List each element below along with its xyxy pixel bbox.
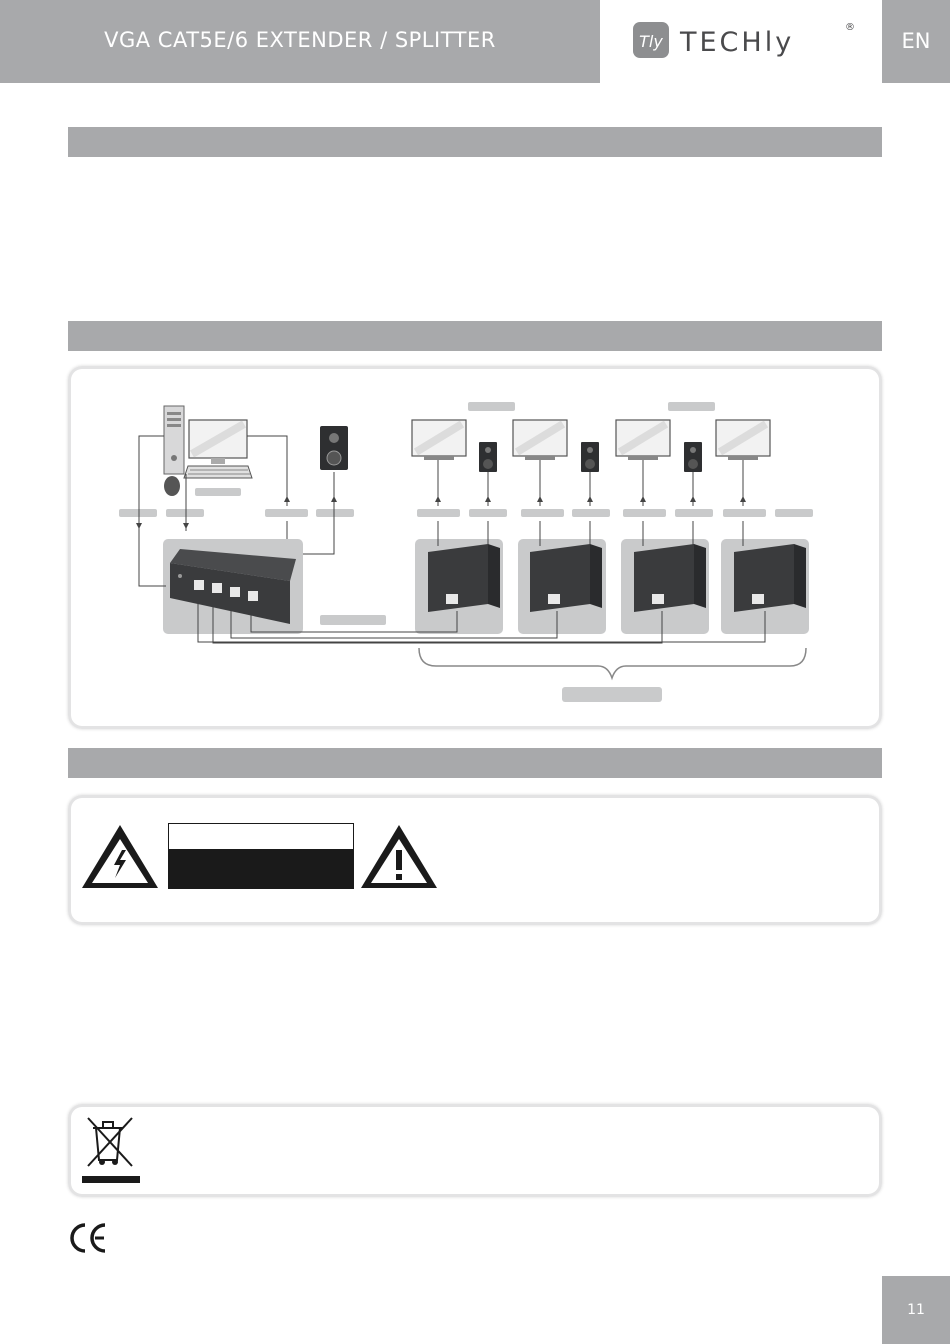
cable-label-row	[119, 509, 813, 517]
logo-brand-text: TECHly	[680, 27, 795, 58]
crossed-bin-icon	[68, 1104, 148, 1197]
keyboard-icon	[184, 466, 252, 478]
receiver-device	[428, 544, 500, 612]
ce-mark-icon	[68, 1222, 108, 1254]
page-number: 11	[907, 1302, 925, 1318]
safety-warning-panel	[68, 795, 882, 925]
language-code: EN	[901, 29, 931, 53]
receivers-brace	[419, 648, 806, 678]
section-header-bar	[68, 321, 882, 351]
logo-registered-mark: ®	[845, 22, 855, 33]
weee-disposal-panel	[68, 1104, 882, 1197]
receiver-device	[734, 544, 806, 612]
caution-label-box	[168, 823, 354, 889]
page-header	[0, 0, 950, 83]
brand-logo	[600, 0, 882, 83]
exclamation-warning-icon	[361, 825, 437, 888]
receiver-device	[634, 544, 706, 612]
label-placeholder	[668, 402, 715, 411]
lightning-warning-icon	[82, 825, 158, 888]
language-badge	[882, 0, 950, 83]
speaker-icon	[684, 442, 702, 472]
pc-tower-icon	[164, 406, 184, 474]
label-placeholder	[320, 615, 386, 625]
caution-label-bottom	[169, 849, 353, 888]
label-placeholder	[195, 488, 241, 496]
header-title-band	[0, 0, 600, 83]
section-header-bar	[68, 127, 882, 157]
caution-label-top	[169, 824, 353, 849]
remote-monitor-icon	[412, 420, 466, 460]
receiver-device	[530, 544, 602, 612]
mouse-icon	[164, 476, 180, 496]
techly-logo-icon	[600, 0, 882, 83]
label-placeholder	[468, 402, 515, 411]
remote-monitor-icon	[513, 420, 567, 460]
speaker-icon	[320, 426, 348, 470]
connection-diagram	[68, 366, 882, 729]
page-number-box	[882, 1276, 950, 1344]
remote-monitor-icon	[616, 420, 670, 460]
logo-badge-text: Tly	[639, 32, 663, 51]
speaker-icon	[479, 442, 497, 472]
speaker-icon	[581, 442, 599, 472]
connection-diagram-panel	[68, 366, 882, 729]
label-placeholder	[562, 687, 662, 702]
document-title: VGA CAT5E/6 EXTENDER / SPLITTER	[104, 28, 496, 52]
remote-monitor-icon	[716, 420, 770, 460]
pc-monitor-icon	[189, 420, 247, 464]
section-header-bar	[68, 748, 882, 778]
